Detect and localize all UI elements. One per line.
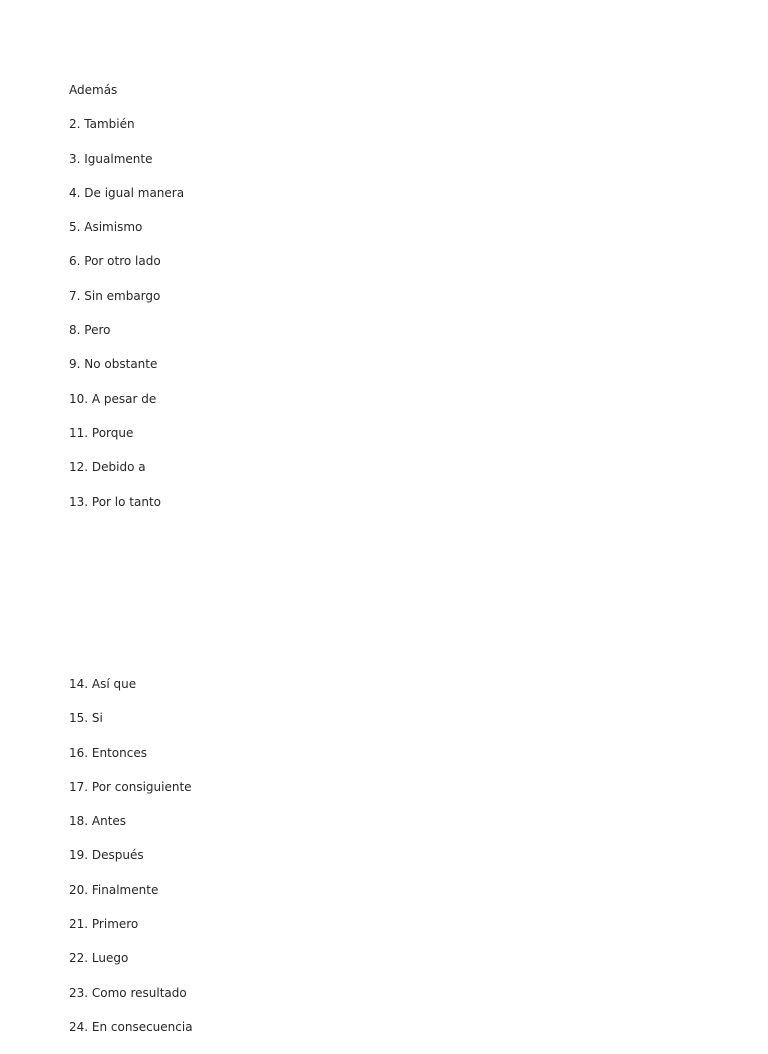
list-item: 19. Después <box>69 848 144 863</box>
list-item: 11. Porque <box>69 425 134 440</box>
list-item: 6. Por otro lado <box>69 254 161 269</box>
list-item: 16. Entonces <box>69 745 147 760</box>
list-item: 15. Si <box>69 711 103 726</box>
list-item: 2. También <box>69 117 135 132</box>
list-item: 23. Como resultado <box>69 985 187 1000</box>
list-item: 5. Asimismo <box>69 220 143 235</box>
list-item: 24. En consecuencia <box>69 1019 193 1034</box>
list-item: 17. Por consiguiente <box>69 779 192 794</box>
connector-list-bottom <box>69 677 193 1054</box>
connector-list-top <box>69 83 184 529</box>
list-item: 10. A pesar de <box>69 391 157 406</box>
list-item: 18. Antes <box>69 814 127 829</box>
list-item: 20. Finalmente <box>69 882 159 897</box>
list-item: 13. Por lo tanto <box>69 494 161 509</box>
list-item: 14. Así que <box>69 677 137 691</box>
list-item: 3. Igualmente <box>69 151 153 166</box>
list-item: 4. De igual manera <box>69 185 185 200</box>
list-item: Además <box>69 83 118 97</box>
list-item: 8. Pero <box>69 323 111 338</box>
list-item: 7. Sin embargo <box>69 288 161 303</box>
list-item: 22. Luego <box>69 951 129 966</box>
list-item: 21. Primero <box>69 917 139 932</box>
list-item: 9. No obstante <box>69 357 158 372</box>
list-item: 12. Debido a <box>69 460 146 475</box>
